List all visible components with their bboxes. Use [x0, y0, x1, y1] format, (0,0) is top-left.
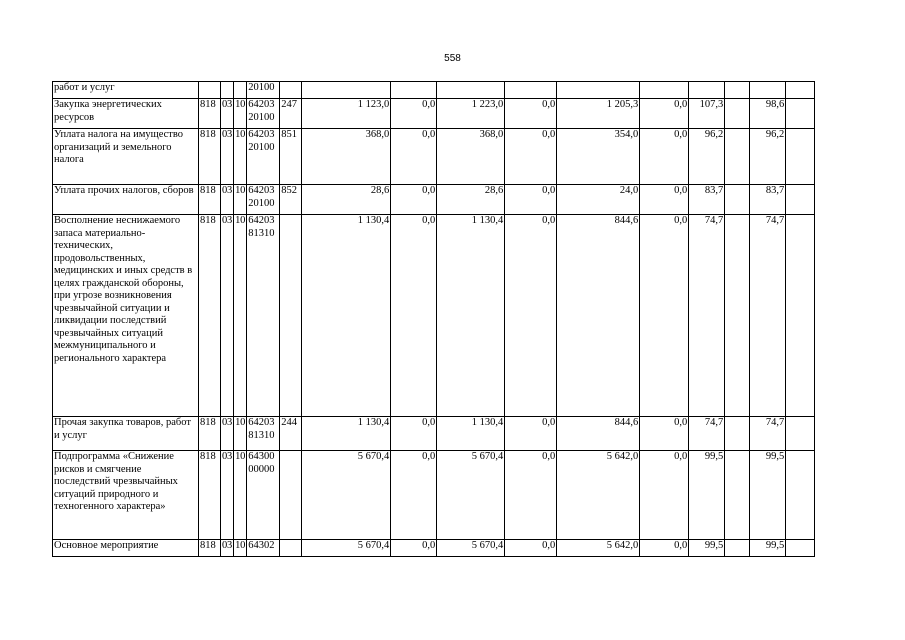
refined-federal-cell	[505, 82, 557, 99]
target-article-cell: 64203 20100	[247, 129, 280, 185]
section-code-cell	[221, 82, 234, 99]
refined-federal-cell: 0,0	[505, 215, 557, 417]
subsection-code-cell: 10	[234, 129, 247, 185]
row-name-cell: Подпрограмма «Снижение рисков и смягчение последствий чрезвычайных ситуаций природного и техногенного характера»	[53, 451, 199, 540]
empty-cell	[786, 540, 815, 557]
executed-federal-cell: 0,0	[640, 185, 689, 215]
executed-total-cell: 5 642,0	[557, 540, 640, 557]
percent-plan-cell: 99,5	[689, 540, 725, 557]
percent-plan-cell	[689, 82, 725, 99]
table-row	[53, 129, 815, 185]
executed-federal-cell: 0,0	[640, 540, 689, 557]
plan-federal-cell: 0,0	[391, 215, 437, 417]
table-row	[53, 540, 815, 557]
admin-code-cell: 818	[199, 99, 221, 129]
admin-code-cell: 818	[199, 451, 221, 540]
refined-federal-cell: 0,0	[505, 417, 557, 451]
executed-total-cell: 1 205,3	[557, 99, 640, 129]
expense-type-cell	[280, 215, 302, 417]
plan-total-cell: 5 670,4	[302, 540, 391, 557]
table-row	[53, 99, 815, 129]
section-code-cell: 03	[221, 215, 234, 417]
target-article-cell: 20100	[247, 82, 280, 99]
refined-federal-cell: 0,0	[505, 451, 557, 540]
percent-plan-cell: 99,5	[689, 451, 725, 540]
empty-cell	[786, 99, 815, 129]
empty-cell	[725, 215, 750, 417]
section-code-cell: 03	[221, 129, 234, 185]
refined-federal-cell: 0,0	[505, 129, 557, 185]
plan-federal-cell: 0,0	[391, 540, 437, 557]
admin-code-cell: 818	[199, 185, 221, 215]
section-code-cell: 03	[221, 417, 234, 451]
target-article-cell: 64203 81310	[247, 417, 280, 451]
expense-type-cell	[280, 451, 302, 540]
executed-federal-cell: 0,0	[640, 451, 689, 540]
plan-federal-cell	[391, 82, 437, 99]
executed-federal-cell: 0,0	[640, 417, 689, 451]
plan-total-cell: 1 130,4	[302, 215, 391, 417]
plan-total-cell: 1 130,4	[302, 417, 391, 451]
percent-refined-cell: 99,5	[750, 451, 786, 540]
executed-total-cell	[557, 82, 640, 99]
percent-plan-cell: 74,7	[689, 417, 725, 451]
percent-refined-cell	[750, 82, 786, 99]
plan-total-cell: 368,0	[302, 129, 391, 185]
percent-plan-cell: 74,7	[689, 215, 725, 417]
executed-total-cell: 5 642,0	[557, 451, 640, 540]
table-row	[53, 417, 815, 451]
executed-total-cell: 844,6	[557, 215, 640, 417]
percent-plan-cell: 83,7	[689, 185, 725, 215]
empty-cell	[725, 185, 750, 215]
empty-cell	[725, 451, 750, 540]
executed-total-cell: 844,6	[557, 417, 640, 451]
empty-cell	[786, 185, 815, 215]
plan-federal-cell: 0,0	[391, 99, 437, 129]
plan-total-cell: 28,6	[302, 185, 391, 215]
executed-federal-cell: 0,0	[640, 215, 689, 417]
expense-type-cell: 247	[280, 99, 302, 129]
percent-refined-cell: 74,7	[750, 417, 786, 451]
executed-federal-cell	[640, 82, 689, 99]
executed-total-cell: 24,0	[557, 185, 640, 215]
section-code-cell: 03	[221, 451, 234, 540]
page-number: 558	[444, 53, 461, 64]
refined-federal-cell: 0,0	[505, 185, 557, 215]
empty-cell	[725, 540, 750, 557]
table-row	[53, 451, 815, 540]
admin-code-cell: 818	[199, 417, 221, 451]
subsection-code-cell	[234, 82, 247, 99]
refined-total-cell: 1 130,4	[437, 417, 505, 451]
plan-federal-cell: 0,0	[391, 185, 437, 215]
percent-refined-cell: 96,2	[750, 129, 786, 185]
expense-type-cell: 852	[280, 185, 302, 215]
admin-code-cell	[199, 82, 221, 99]
section-code-cell: 03	[221, 99, 234, 129]
target-article-cell: 64203 20100	[247, 185, 280, 215]
plan-federal-cell: 0,0	[391, 129, 437, 185]
budget-execution-table	[52, 81, 815, 557]
row-name-cell: Основное мероприятие	[53, 540, 199, 557]
refined-total-cell: 28,6	[437, 185, 505, 215]
plan-federal-cell: 0,0	[391, 451, 437, 540]
refined-total-cell	[437, 82, 505, 99]
subsection-code-cell: 10	[234, 417, 247, 451]
admin-code-cell: 818	[199, 540, 221, 557]
empty-cell	[786, 417, 815, 451]
refined-total-cell: 1 223,0	[437, 99, 505, 129]
row-name-cell: Уплата прочих налогов, сборов	[53, 185, 199, 215]
target-article-cell: 64300 00000	[247, 451, 280, 540]
expense-type-cell: 244	[280, 417, 302, 451]
plan-federal-cell: 0,0	[391, 417, 437, 451]
target-article-cell: 64302	[247, 540, 280, 557]
percent-refined-cell: 74,7	[750, 215, 786, 417]
expense-type-cell	[280, 540, 302, 557]
executed-total-cell: 354,0	[557, 129, 640, 185]
percent-refined-cell: 99,5	[750, 540, 786, 557]
refined-federal-cell: 0,0	[505, 540, 557, 557]
subsection-code-cell: 10	[234, 215, 247, 417]
refined-federal-cell: 0,0	[505, 99, 557, 129]
percent-refined-cell: 83,7	[750, 185, 786, 215]
empty-cell	[786, 82, 815, 99]
row-name-cell: Уплата налога на имущество организаций и земельного налога	[53, 129, 199, 185]
executed-federal-cell: 0,0	[640, 129, 689, 185]
empty-cell	[725, 82, 750, 99]
subsection-code-cell: 10	[234, 451, 247, 540]
empty-cell	[786, 215, 815, 417]
table-row	[53, 185, 815, 215]
percent-refined-cell: 98,6	[750, 99, 786, 129]
subsection-code-cell: 10	[234, 185, 247, 215]
empty-cell	[786, 451, 815, 540]
empty-cell	[725, 99, 750, 129]
row-name-cell: Закупка энергетических ресурсов	[53, 99, 199, 129]
target-article-cell: 64203 20100	[247, 99, 280, 129]
admin-code-cell: 818	[199, 215, 221, 417]
executed-federal-cell: 0,0	[640, 99, 689, 129]
target-article-cell: 64203 81310	[247, 215, 280, 417]
plan-total-cell: 5 670,4	[302, 451, 391, 540]
refined-total-cell: 368,0	[437, 129, 505, 185]
section-code-cell: 03	[221, 185, 234, 215]
expense-type-cell: 851	[280, 129, 302, 185]
subsection-code-cell: 10	[234, 540, 247, 557]
percent-plan-cell: 96,2	[689, 129, 725, 185]
refined-total-cell: 5 670,4	[437, 540, 505, 557]
subsection-code-cell: 10	[234, 99, 247, 129]
refined-total-cell: 5 670,4	[437, 451, 505, 540]
row-name-cell: работ и услуг	[53, 82, 199, 99]
expense-type-cell	[280, 82, 302, 99]
table-row	[53, 82, 815, 99]
plan-total-cell	[302, 82, 391, 99]
percent-plan-cell: 107,3	[689, 99, 725, 129]
row-name-cell: Восполнение неснижаемого запаса материально-технических, продовольственных, медицинских и иных средств в целях гражданской обороны, при угрозе возникновения чрезвычайной ситуации и ликвидации последствий чрезвычайных ситуаций межмуниципального и регионального характера	[53, 215, 199, 417]
admin-code-cell: 818	[199, 129, 221, 185]
empty-cell	[725, 417, 750, 451]
table-row	[53, 215, 815, 417]
refined-total-cell: 1 130,4	[437, 215, 505, 417]
section-code-cell: 03	[221, 540, 234, 557]
plan-total-cell: 1 123,0	[302, 99, 391, 129]
empty-cell	[786, 129, 815, 185]
row-name-cell: Прочая закупка товаров, работ и услуг	[53, 417, 199, 451]
empty-cell	[725, 129, 750, 185]
